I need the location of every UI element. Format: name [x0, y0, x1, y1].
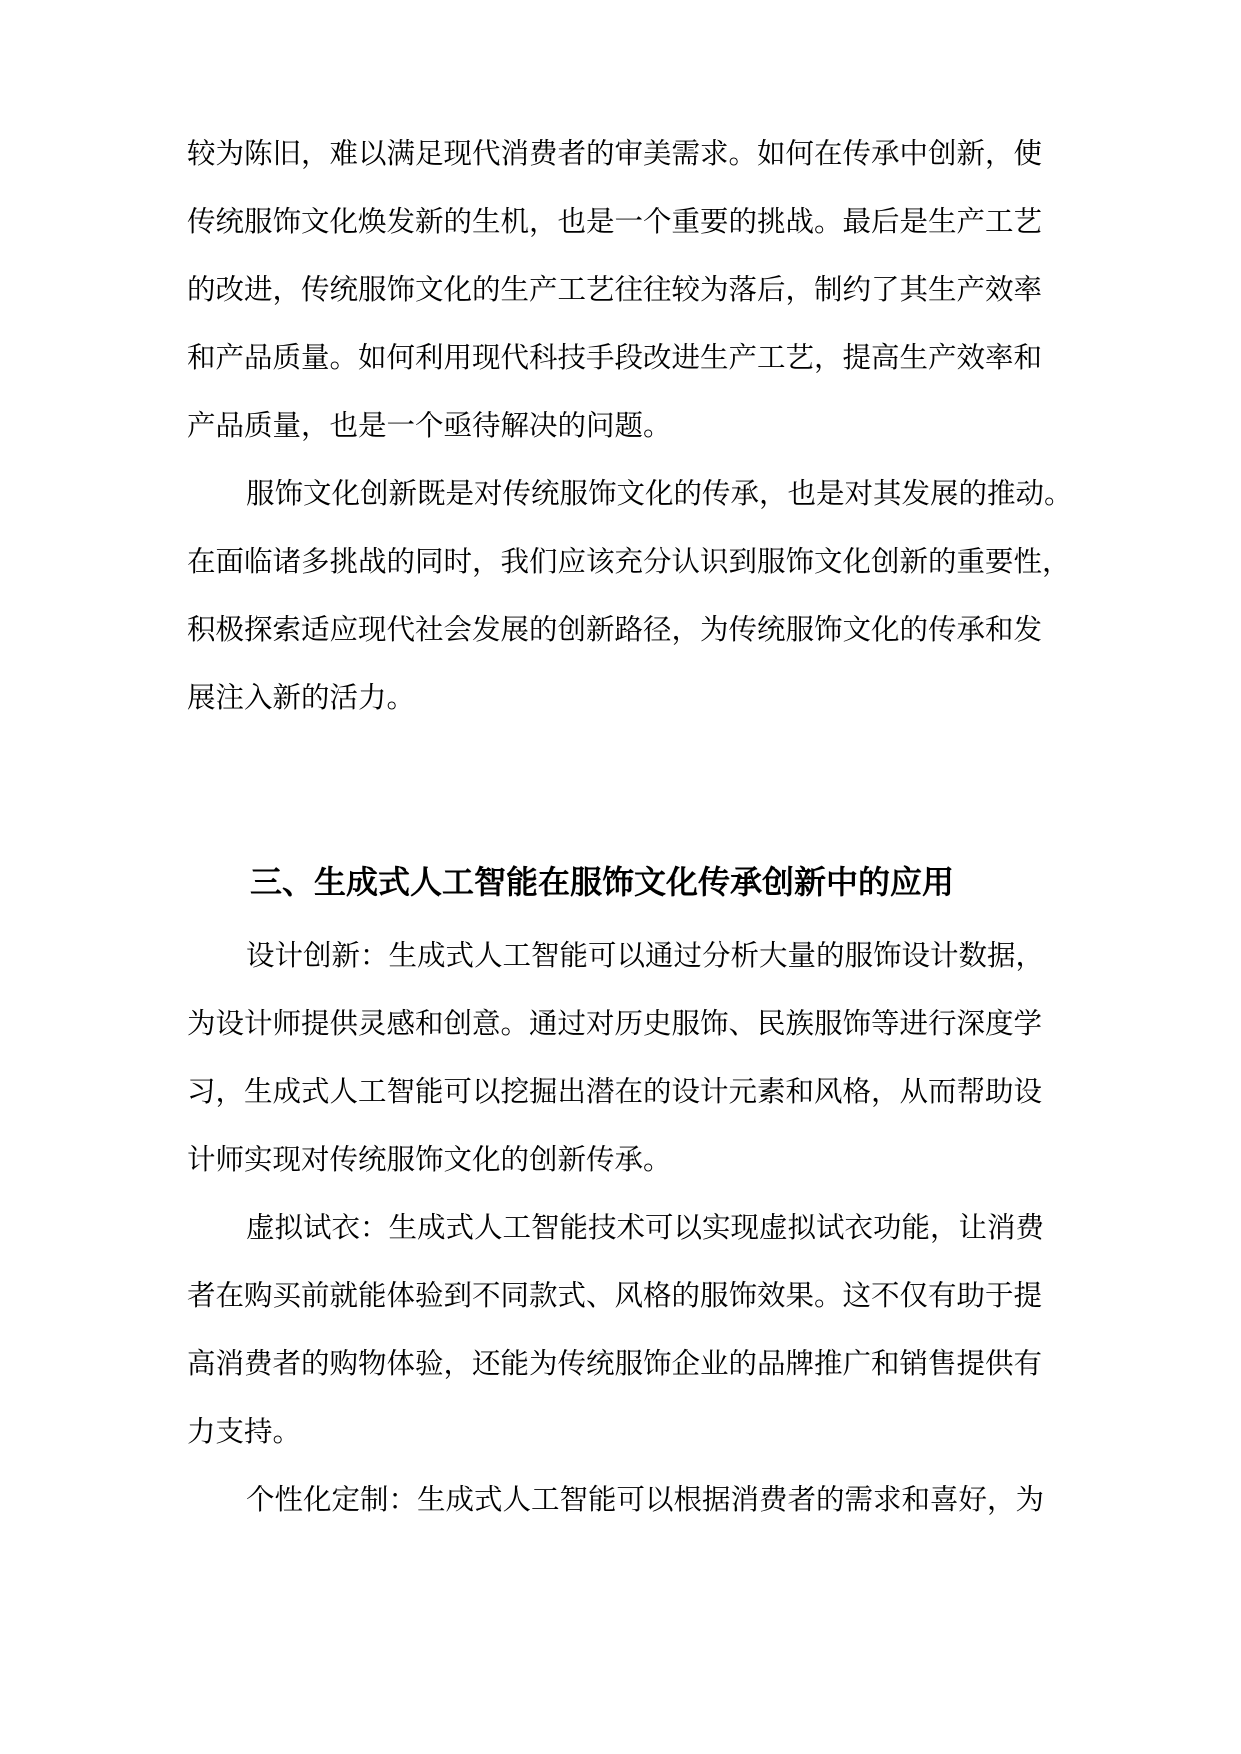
paragraph-line: 和产品质量。如何利用现代科技手段改进生产工艺，提高生产效率和: [187, 341, 1043, 374]
paragraph-line: 高消费者的购物体验，还能为传统服饰企业的品牌推广和销售提供有: [187, 1347, 1043, 1380]
paragraph-line: 服饰文化创新既是对传统服饰文化的传承，也是对其发展的推动。: [246, 477, 1073, 510]
paragraph-line: 为设计师提供灵感和创意。通过对历史服饰、民族服饰等进行深度学: [187, 1007, 1043, 1040]
paragraph-line: 者在购买前就能体验到不同款式、风格的服饰效果。这不仅有助于提: [187, 1279, 1043, 1312]
paragraph-line: 较为陈旧，难以满足现代消费者的审美需求。如何在传承中创新，使: [187, 137, 1043, 170]
paragraph-line: 力支持。: [187, 1415, 302, 1448]
paragraph-line: 计师实现对传统服饰文化的创新传承。: [187, 1143, 672, 1176]
paragraph-line: 习，生成式人工智能可以挖掘出潜在的设计元素和风格，从而帮助设: [187, 1075, 1043, 1108]
paragraph-line: 的改进，传统服饰文化的生产工艺往往较为落后，制约了其生产效率: [187, 273, 1043, 306]
paragraph-line: 虚拟试衣：生成式人工智能技术可以实现虚拟试衣功能，让消费: [246, 1211, 1045, 1244]
paragraph-line: 传统服饰文化焕发新的生机，也是一个重要的挑战。最后是生产工艺: [187, 205, 1043, 238]
paragraph-line: 个性化定制：生成式人工智能可以根据消费者的需求和喜好，为: [246, 1483, 1045, 1516]
paragraph-line: 展注入新的活力。: [187, 681, 416, 714]
paragraph-line: 在面临诸多挑战的同时，我们应该充分认识到服饰文化创新的重要性，: [187, 545, 1071, 578]
paragraph-line: 产品质量，也是一个亟待解决的问题。: [187, 409, 672, 442]
section-heading: 三、生成式人工智能在服饰文化传承创新中的应用: [250, 863, 955, 901]
paragraph-line: 积极探索适应现代社会发展的创新路径，为传统服饰文化的传承和发: [187, 613, 1043, 646]
paragraph-line: 设计创新：生成式人工智能可以通过分析大量的服饰设计数据，: [246, 939, 1045, 972]
